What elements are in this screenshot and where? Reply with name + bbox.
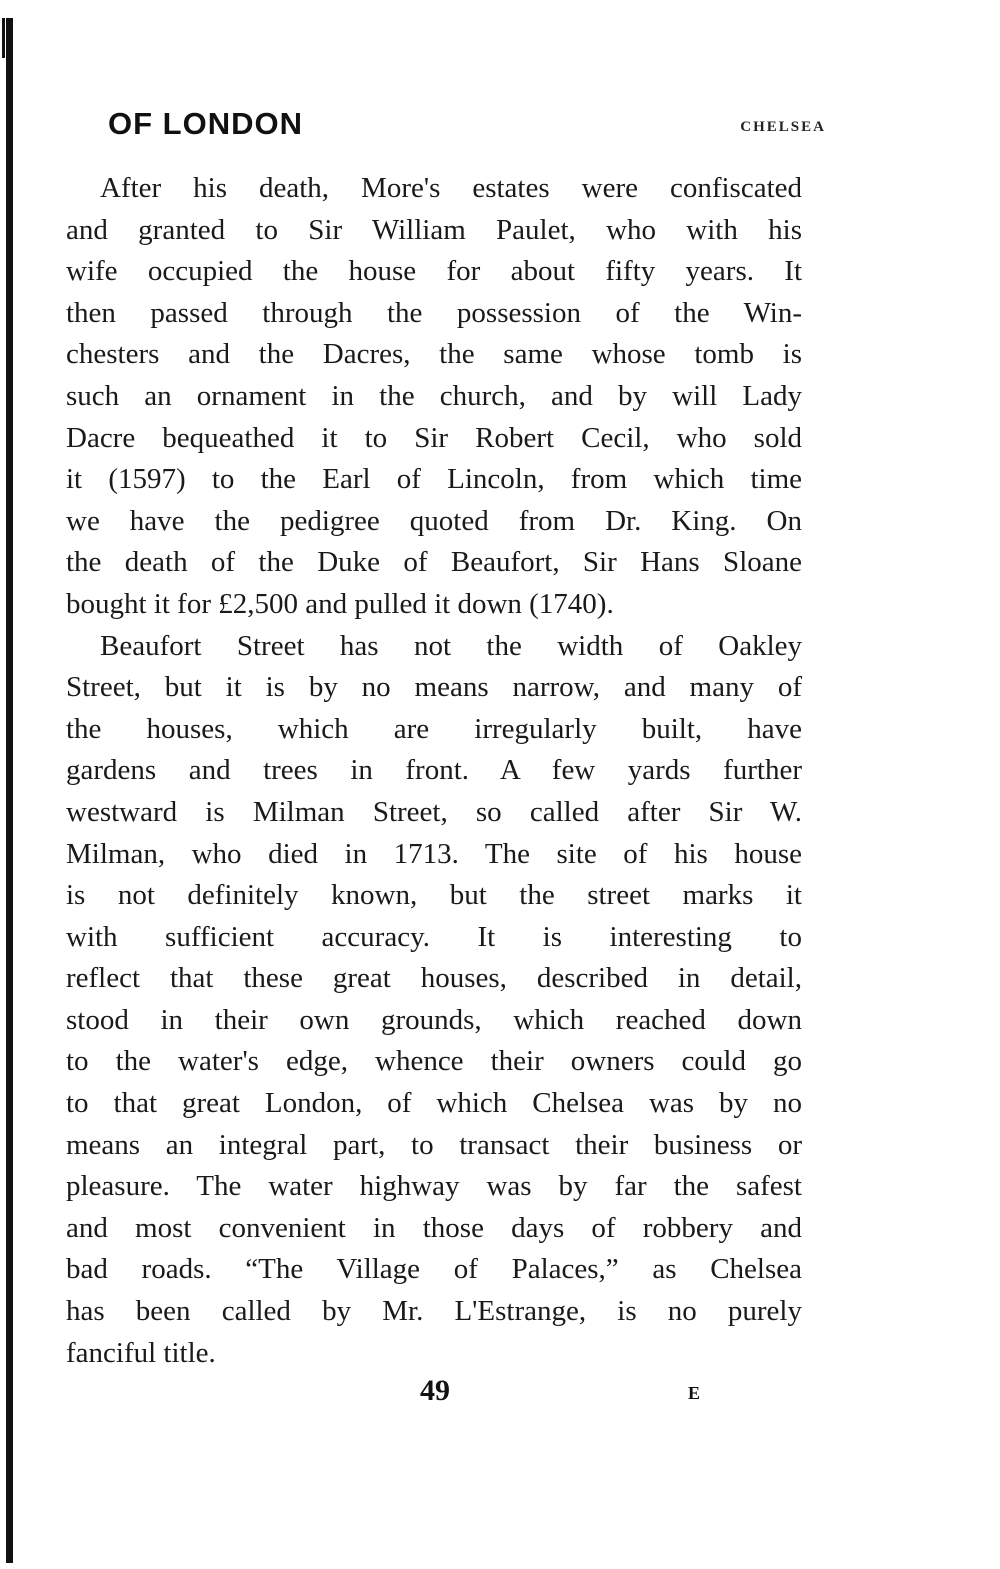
text-line: bad roads. “The Village of Palaces,” as Chelsea: [66, 1253, 802, 1286]
text-line: the death of the Duke of Beaufort, Sir Hans Sloane: [66, 546, 802, 579]
text-line: has been called by Mr. L'Estrange, is no purely: [66, 1295, 802, 1328]
text-line: pleasure. The water highway was by far the safest: [66, 1170, 802, 1203]
text-line: with sufficient accuracy. It is interesting to: [66, 920, 802, 953]
text-line: Dacre bequeathed it to Sir Robert Cecil, who sold: [66, 421, 802, 454]
text-line: gardens and trees in front. A few yards further: [66, 754, 802, 787]
text-line: fanciful title.: [66, 1336, 216, 1369]
text-line: chesters and the Dacres, the same whose tomb is: [66, 338, 802, 371]
text-line: and most convenient in those days of robbery and: [66, 1211, 802, 1244]
running-head-section: CHELSEA: [740, 119, 826, 135]
text-line: After his death, More's estates were confiscated: [100, 172, 802, 204]
text-line: and granted to Sir William Paulet, who with his: [66, 213, 802, 246]
text-line: Street, but it is by no means narrow, and many of: [66, 671, 802, 704]
body-text: [66, 168, 802, 1374]
text-line: Beaufort Street has not the width of Oakley: [100, 629, 802, 662]
text-line: bought it for £2,500 and pulled it down (1740).: [66, 587, 614, 620]
text-line: to the water's edge, whence their owners could go: [66, 1045, 802, 1078]
text-line: stood in their own grounds, which reached down: [66, 1003, 802, 1036]
text-line: the houses, which are irregularly built, have: [66, 712, 802, 745]
running-head-title: OF LONDON: [108, 106, 303, 141]
text-line: wife occupied the house for about fifty years. It: [66, 255, 802, 288]
text-line: it (1597) to the Earl of Lincoln, from which time: [66, 463, 802, 496]
page-number: 49: [420, 1374, 450, 1407]
running-head: [108, 106, 826, 150]
binding-edge: [6, 18, 13, 1563]
text-line: such an ornament in the church, and by will Lady: [66, 379, 802, 412]
text-line: is not definitely known, but the street marks it: [66, 879, 802, 912]
text-line: means an integral part, to transact their business or: [66, 1128, 802, 1161]
text-line: Milman, who died in 1713. The site of his house: [66, 837, 802, 870]
text-line: then passed through the possession of the Win-: [66, 296, 802, 329]
text-line: reflect that these great houses, described in detail,: [66, 962, 802, 995]
signature-mark: E: [688, 1383, 701, 1403]
text-line: we have the pedigree quoted from Dr. King. On: [66, 504, 802, 537]
text-line: westward is Milman Street, so called after Sir W.: [66, 795, 802, 828]
text-line: to that great London, of which Chelsea was by no: [66, 1087, 802, 1120]
